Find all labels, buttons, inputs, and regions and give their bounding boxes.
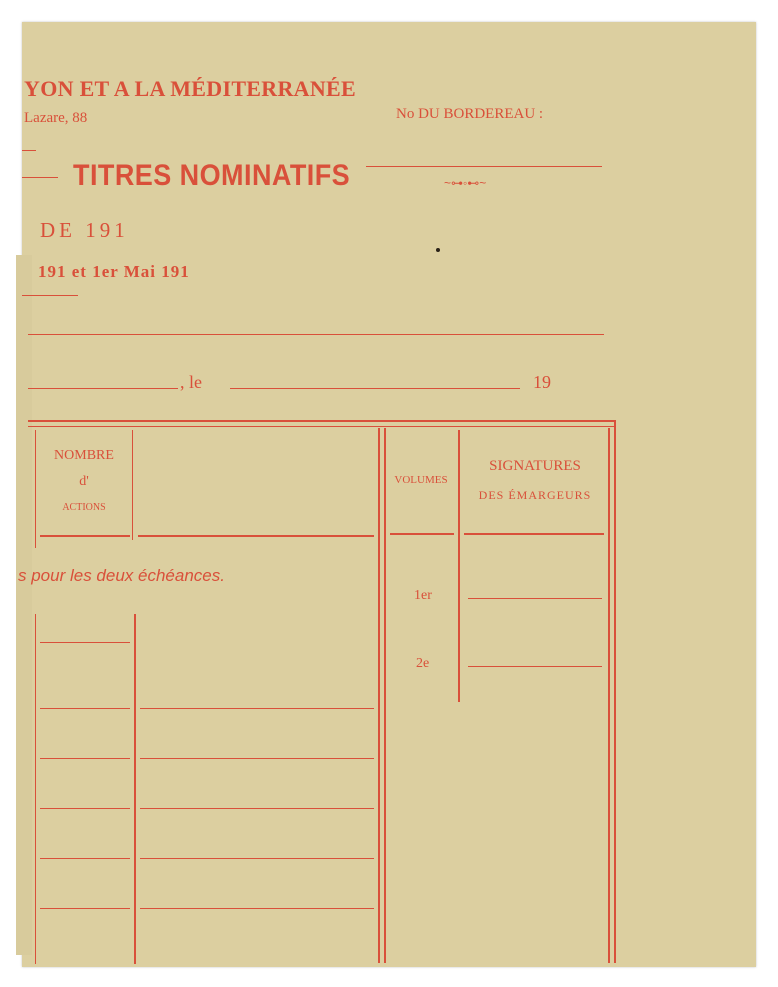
rule bbox=[22, 177, 58, 178]
bordereau-label: No DU BORDEREAU : bbox=[396, 106, 544, 122]
signature-line-1[interactable] bbox=[468, 598, 602, 599]
header-underline bbox=[40, 535, 130, 537]
entry-line[interactable] bbox=[140, 858, 374, 859]
header-nombre-d: d' bbox=[79, 474, 89, 489]
year-suffix: 19 bbox=[533, 372, 551, 392]
header-underline bbox=[464, 533, 604, 535]
header-emargeurs: DES ÉMARGEURS bbox=[478, 488, 592, 502]
entry-line[interactable] bbox=[140, 908, 374, 909]
torn-edge bbox=[16, 255, 32, 955]
header-underline bbox=[138, 535, 374, 537]
entry-line[interactable] bbox=[40, 708, 130, 709]
col-rule bbox=[378, 428, 380, 963]
dates-line: 191 et 1er Mai 191 bbox=[38, 262, 190, 281]
col-rule bbox=[35, 614, 36, 964]
date-rule bbox=[230, 388, 520, 389]
date-separator: , le bbox=[180, 372, 202, 392]
col-rule bbox=[384, 428, 386, 963]
entry-line[interactable] bbox=[40, 758, 130, 759]
header-underline bbox=[390, 533, 454, 535]
col-rule bbox=[458, 430, 460, 702]
company-address: Lazare, 88 bbox=[24, 110, 88, 126]
rule bbox=[22, 295, 78, 296]
col-rule bbox=[614, 422, 616, 963]
company-name: YON ET A LA MÉDITERRANÉE bbox=[24, 76, 356, 101]
instruction-note: s pour les deux échéances. bbox=[18, 566, 225, 585]
place-rule bbox=[28, 388, 178, 389]
name-rule bbox=[28, 334, 604, 335]
volume-2: 2e bbox=[416, 656, 430, 671]
header-actions: ACTIONS bbox=[62, 502, 106, 513]
ornament: ~⊶◦⊷~ bbox=[444, 176, 487, 190]
table-top-rule bbox=[28, 420, 616, 422]
header-volumes: VOLUMES bbox=[394, 474, 448, 486]
entry-line[interactable] bbox=[40, 908, 130, 909]
col-rule bbox=[134, 614, 136, 964]
entry-line[interactable] bbox=[140, 808, 374, 809]
table-top-rule-inner bbox=[28, 426, 616, 427]
signature-line-2[interactable] bbox=[468, 666, 602, 667]
col-rule bbox=[35, 430, 36, 548]
ink-speck bbox=[436, 248, 440, 252]
rule bbox=[22, 150, 36, 151]
col-rule bbox=[608, 428, 610, 963]
document-title: TITRES NOMINATIFS bbox=[73, 159, 351, 192]
year-line: DE 191 bbox=[40, 218, 129, 242]
entry-line[interactable] bbox=[40, 642, 130, 643]
entry-line[interactable] bbox=[140, 758, 374, 759]
header-signatures: SIGNATURES bbox=[489, 458, 581, 474]
entry-line[interactable] bbox=[40, 808, 130, 809]
col-rule bbox=[132, 430, 133, 540]
entry-line[interactable] bbox=[40, 858, 130, 859]
bordereau-rule bbox=[366, 166, 602, 167]
volume-1: 1er bbox=[414, 588, 432, 603]
header-nombre: NOMBRE bbox=[54, 448, 114, 463]
entry-line[interactable] bbox=[140, 708, 374, 709]
